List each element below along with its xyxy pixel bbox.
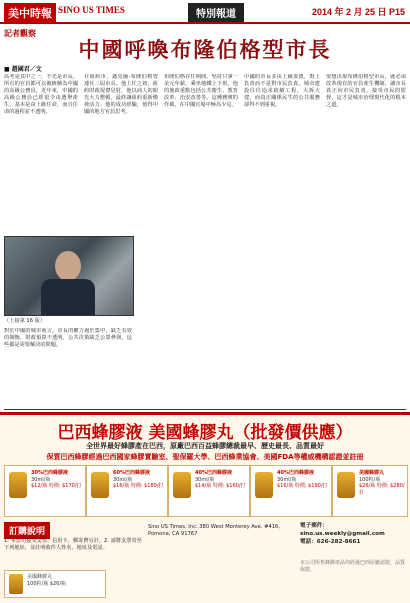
- product-price: $12/瓶 特價: $170/打: [31, 483, 82, 489]
- product-bottle-icon: [173, 472, 191, 498]
- product-card: [4, 465, 86, 517]
- article-title: 中國呼喚布隆伯格型市長: [78, 38, 332, 62]
- product-bottle-icon: [255, 472, 273, 498]
- order-instructions: 1. 本公司接受支票、信用卡，郵寄費另計。2. 請將支票寄至下列地址，並註明收件人姓名、地址及電話。: [4, 538, 142, 551]
- product-spec: 100粒/瓶: [359, 476, 381, 483]
- product-name: 60%巴西蜂膠液: [113, 470, 150, 476]
- ad-note: 本公司所售蜂膠產品均經過巴西原廠認證，品質保證。: [300, 560, 406, 573]
- article-column-4: 中國的市長多由上級委派，對上負責而不是對市民負責。城市建設往往追求政績工程，大拆大建，而真正關係民生的公共服務卻得不到重視。: [244, 74, 320, 108]
- newspaper-brand: SINO US TIMES: [58, 5, 125, 15]
- product-name: 美國蜂膠丸: [359, 470, 385, 476]
- newspaper-logo: 美中時報: [4, 3, 56, 23]
- product-card: [86, 465, 168, 517]
- product-bottle-icon: [9, 574, 23, 594]
- product-card: [168, 465, 250, 517]
- product-name: 30%巴西蜂膠液: [31, 470, 68, 476]
- contact-info: [300, 522, 406, 546]
- product-card: [332, 465, 408, 517]
- product-bottle-icon: [91, 472, 109, 498]
- column-tag: 記者觀察: [4, 29, 36, 38]
- page-header: [0, 0, 410, 24]
- mailing-address: Sino US Times, Inc. 380 West Monterey Ave. #416, Pomona, CA 91767: [148, 524, 280, 537]
- photo-caption: （上接第 16 版）: [4, 318, 46, 324]
- article-column-2: 在紐約市，邁克爾·布隆伯格曾連任三屆市長。他上任之初，紐約財政捉襟見肘，他以商人的眼光大力整頓，最終讓紐約重新煥發活力。他的成功經驗，值得中國的地方官員思考。: [84, 74, 158, 115]
- article-photo: [4, 236, 134, 316]
- section-label: 特別報道: [188, 3, 244, 22]
- product-bottle-icon: [337, 472, 355, 498]
- ad-subtitle: 全世界最好蜂膠產在巴西，原廠巴西百益蜂膠總裁最早、歷史最長、品質最好: [86, 442, 324, 450]
- ad-title: 巴西蜂膠液 美國蜂膠丸（批發價供應）: [57, 423, 353, 443]
- product-price: $14/瓶 特價: $160/打: [195, 483, 246, 489]
- product-price: $16/瓶 特價: $190/打: [277, 483, 328, 489]
- product-spec: 30ml/瓶: [113, 476, 133, 483]
- product-spec: 30ml/瓶: [31, 476, 51, 483]
- article-column-3: 布隆伯格在任期間，堅持只拿一美元年薪，乘坐地鐵上下班。他的施政重點包括公共衛生、教育改革、治安改善等。這種務實的作風，在中國官場中極為少見。: [164, 74, 238, 108]
- box-product-name: 美國蜂膠丸: [27, 574, 53, 580]
- article-column-1: 高考是其中之一，不光是市長，所有的官員都可以被統稱為中國的高級公務員。近年來，中國的高級公務員已經很少由選舉產生，基本是由上級任命，而且任命的過程並不透明。: [4, 74, 78, 115]
- order-instructions-label: 訂購說明: [4, 522, 50, 539]
- article-column-6: 對於中國的城市而言，市長的權力過於集中，缺乏有效的制衡。財政預算不透明，公共決策缺乏公眾參與，這些都是需要解決的問題。: [4, 328, 132, 348]
- product-spec: 30ml/瓶: [195, 476, 215, 483]
- contact-phone[interactable]: 電話：626-282-8661: [300, 539, 361, 545]
- product-spec: 30ml/瓶: [277, 476, 297, 483]
- product-box: [4, 570, 106, 598]
- person-body: [41, 279, 95, 315]
- contact-email[interactable]: 電子郵件：sino.us.weekly@gmail.com: [300, 523, 385, 537]
- issue-date: 2014 年 2 月 25 日 P15: [311, 7, 405, 17]
- article-column-5: 要想出現布隆伯格型市長，就必須改革現有的官員產生機制，讓市長真正向市民負責，接受市民的監督，這才是城市治理現代化的根本之道。: [326, 74, 406, 108]
- product-price: $26/瓶 特價: $280/打: [359, 483, 405, 496]
- product-price: $16/瓶 特價: $180/打: [113, 483, 164, 489]
- product-name: 40%巴西蜂膠液: [195, 470, 232, 476]
- section-divider: [4, 409, 406, 410]
- product-card: [250, 465, 332, 517]
- product-name: 40%巴西蜂膠液: [277, 470, 314, 476]
- article-byline: ■ 趙國君／文: [4, 66, 42, 73]
- person-face: [55, 251, 81, 281]
- product-bottle-icon: [9, 472, 27, 498]
- box-product-price: 100粒/瓶 $26/瓶: [27, 580, 67, 587]
- ad-certification: 保質巴西蜂膠經過巴西國家蜂膠實驗室、聖保羅大學、巴西蜂業協會、美國FDA等權威機構認證並註冊: [46, 453, 364, 461]
